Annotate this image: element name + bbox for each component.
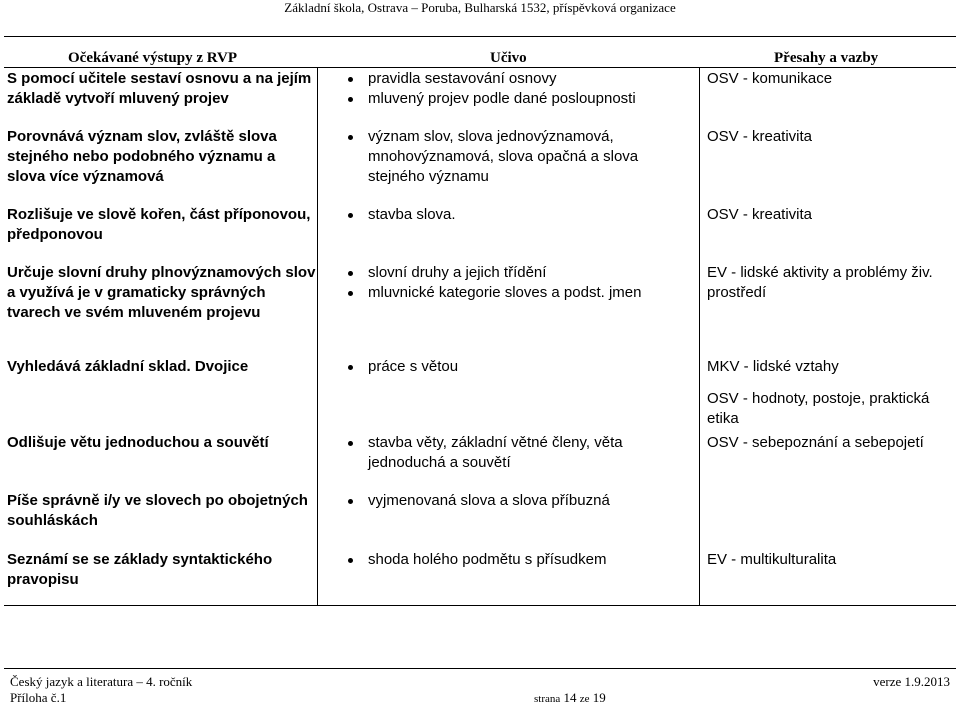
col-header-overlaps: Přesahy a vazby: [774, 50, 879, 66]
page-current: 14: [563, 690, 577, 705]
curriculum-item: slovní druhy a jejich třídění: [345, 263, 675, 283]
curriculum-item: stavba věty, základní větné členy, věta jednoduchá a souvětí: [345, 433, 665, 473]
overlaps-3: [707, 205, 957, 225]
footer-divider: [4, 668, 956, 669]
footer-version: verze 1.9.2013: [873, 674, 950, 689]
outcome-1: S pomocí učitele sestaví osnovu a na jejím základě vytvoří mluvený projev: [7, 70, 312, 107]
column-divider: [317, 68, 318, 605]
page-total: 19: [592, 690, 606, 705]
overlaps-8: [707, 550, 957, 570]
page-number: [534, 690, 606, 707]
curriculum-item: pravidla sestavování osnovy: [345, 69, 675, 89]
overlap-item: EV - multikulturalita: [707, 551, 837, 568]
curriculum-item: shoda holého podmětu s přísudkem: [345, 550, 675, 570]
overlap-item: OSV - komunikace: [707, 70, 833, 87]
curriculum-3: [345, 205, 675, 225]
outcome-2: Porovnává význam slov, zvláště slova stejného nebo podobného významu a slova více významová: [7, 128, 277, 185]
overlap-item: MKV - lidské vztahy: [707, 358, 839, 375]
curriculum-item: význam slov, slova jednovýznamová, mnohovýznamová, slova opačná a slova stejného významu: [345, 127, 665, 187]
school-header: Základní škola, Ostrava – Poruba, Bulharská 1532, příspěvková organizace: [284, 0, 676, 15]
outcome-6: Odlišuje větu jednoduchou a souvětí: [7, 434, 269, 451]
curriculum-2: [345, 127, 665, 187]
outcome-8: Seznámí se se základy syntaktického pravopisu: [7, 551, 273, 588]
curriculum-item: vyjmenovaná slova a slova příbuzná: [345, 491, 675, 511]
curriculum-item: mluvnické kategorie sloves a podst. jmen: [345, 283, 675, 303]
curriculum-1: [345, 69, 675, 109]
curriculum-8: [345, 550, 675, 570]
overlap-item: EV - lidské aktivity a problémy živ. prostředí: [707, 264, 933, 301]
curriculum-4: [345, 263, 675, 303]
overlap-item: OSV - kreativita: [707, 128, 813, 145]
outcome-5: Vyhledává základní sklad. Dvojice: [7, 358, 249, 375]
header-divider: [4, 36, 956, 37]
column-headers: [4, 48, 956, 68]
overlap-item: OSV - kreativita: [707, 206, 813, 223]
col-header-outcomes: Očekávané výstupy z RVP: [68, 50, 238, 66]
overlap-item: OSV - sebepoznání a sebepojetí: [707, 434, 924, 451]
curriculum-5: [345, 357, 675, 377]
footer-subject: Český jazyk a literatura – 4. ročník: [10, 674, 193, 689]
col-header-curriculum: Učivo: [490, 50, 527, 66]
page-separator: ze: [579, 693, 590, 705]
column-divider: [699, 68, 700, 605]
outcome-3: Rozlišuje ve slově kořen, část příponovou, předponovou: [7, 206, 311, 243]
footer-appendix: Příloha č.1: [10, 690, 67, 705]
curriculum-item: práce s větou: [345, 357, 675, 377]
overlaps-2: [707, 127, 957, 147]
curriculum-item: mluvený projev podle dané posloupnosti: [345, 89, 675, 109]
page-label: strana: [534, 693, 561, 705]
curriculum-6: [345, 433, 665, 473]
overlap-item: OSV - hodnoty, postoje, praktická etika: [707, 390, 930, 427]
overlaps-6: [707, 433, 957, 453]
overlaps-1: [707, 69, 957, 89]
overlaps-5: [707, 357, 957, 429]
curriculum-7: [345, 491, 675, 511]
overlaps-4: [707, 263, 957, 303]
curriculum-item: stavba slova.: [345, 205, 675, 225]
outcome-4: Určuje slovní druhy plnovýznamových slov a využívá je v gramaticky správných tvarech ve svém mluveném projevu: [7, 264, 316, 321]
outcome-7: Píše správně i/y ve slovech po obojetných souhláskách: [7, 492, 308, 529]
